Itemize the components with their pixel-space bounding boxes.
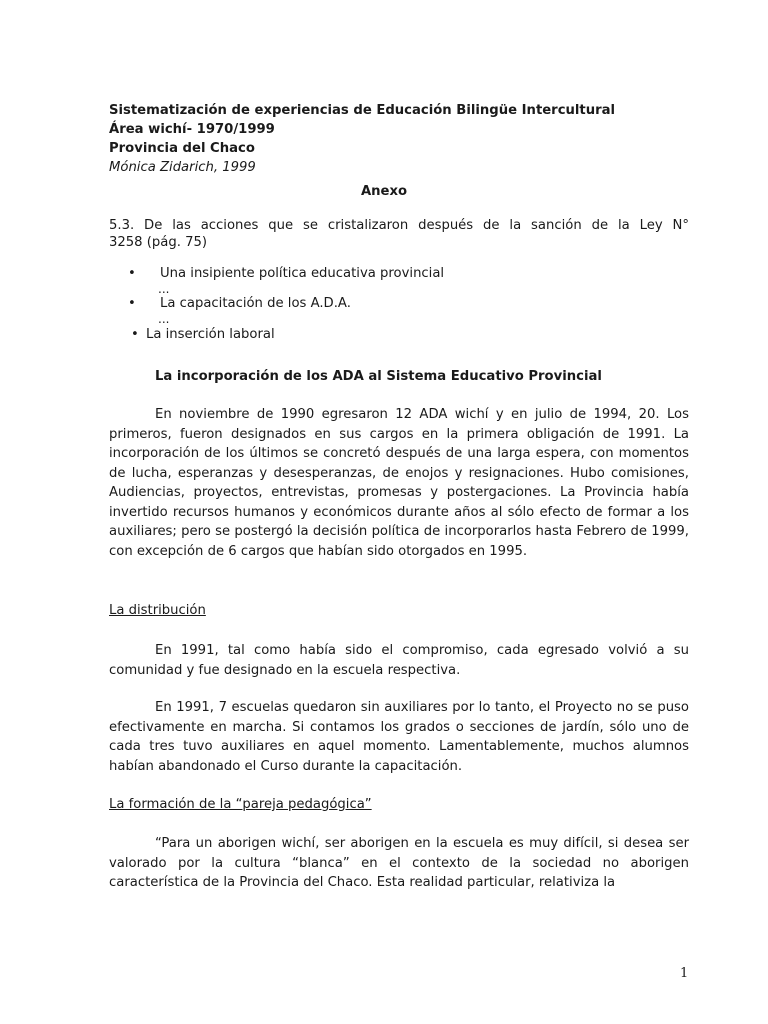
header-author: Mónica Zidarich, 1999 <box>109 160 256 175</box>
paragraph-3 <box>109 698 689 776</box>
section-heading-distribucion: La distribución <box>109 603 206 618</box>
paragraph-1 <box>109 405 689 561</box>
paragraph-text: En 1991, 7 escuelas quedaron sin auxiliares por lo tanto, el Proyecto no se puso efectivamente en marcha. Si contamos los grados o secciones de jardín, sólo uno de cada tres tuvo auxiliares en aquel momento. Lamentablemente, muchos alumnos habían abandonado el Curso durante la capacitación. <box>109 700 689 774</box>
list-item-text: La capacitación de los A.D.A. <box>160 296 351 311</box>
list-item-text: La inserción laboral <box>146 327 275 342</box>
list-item <box>128 327 688 343</box>
bullet-list <box>128 266 688 343</box>
paragraph-4 <box>109 834 689 893</box>
paragraph-text: “Para un aborigen wichí, ser aborigen en la escuela es muy difícil, si desea ser valorado por la cultura “blanca” en el contexto de la sociedad no aborigen característica de la Provincia del Chaco. Esta realidad particular, relativiza la <box>109 836 689 890</box>
bullet-icon: • <box>128 266 136 281</box>
item-5-3-line1: 5.3. De las acciones que se cristalizaron después de la sanción de la Ley N° <box>109 218 689 233</box>
section-subtitle: La incorporación de los ADA al Sistema Educativo Provincial <box>155 369 602 384</box>
ellipsis: ... <box>158 312 170 326</box>
anexo-heading: Anexo <box>360 184 408 199</box>
item-5-3 <box>109 217 689 251</box>
header-title-line2: Área wichí- 1970/1999 <box>109 122 275 137</box>
section-heading-pareja: La formación de la “pareja pedagógica” <box>109 797 372 812</box>
paragraph-2 <box>109 641 689 680</box>
bullet-icon: • <box>128 296 136 311</box>
paragraph-text: En noviembre de 1990 egresaron 12 ADA wichí y en julio de 1994, 20. Los primeros, fueron designados en sus cargos en la primera obligación de 1991. La incorporación de los últimos se concretó después de una larga espera, con momentos de lucha, esperanzas y desesperanzas, de enojos y resignaciones. Hubo comisiones, Audiencias, proyectos, entrevistas, promesas y postergaciones. La Provincia había invertido recursos humanos y económicos durante años al sólo efecto de formar a los auxiliares; pero se postergó la decisión política de incorporarlos hasta Febrero de 1999, con excepción de 6 cargos que habían sido otorgados en 1995. <box>109 407 689 559</box>
list-item <box>128 266 688 282</box>
page-number: 1 <box>680 966 689 981</box>
ellipsis: ... <box>158 282 170 296</box>
header-title-line1: Sistematización de experiencias de Educación Bilingüe Intercultural <box>109 103 616 118</box>
header-title-line3: Provincia del Chaco <box>109 141 255 156</box>
list-item <box>128 296 688 312</box>
bullet-icon: • <box>131 327 139 342</box>
item-5-3-line2: 3258 (pág. 75) <box>109 235 208 250</box>
document-header <box>109 101 689 177</box>
paragraph-text: En 1991, tal como había sido el compromiso, cada egresado volvió a su comunidad y fue designado en la escuela respectiva. <box>109 643 689 678</box>
list-item-text: Una insipiente política educativa provincial <box>160 266 445 281</box>
